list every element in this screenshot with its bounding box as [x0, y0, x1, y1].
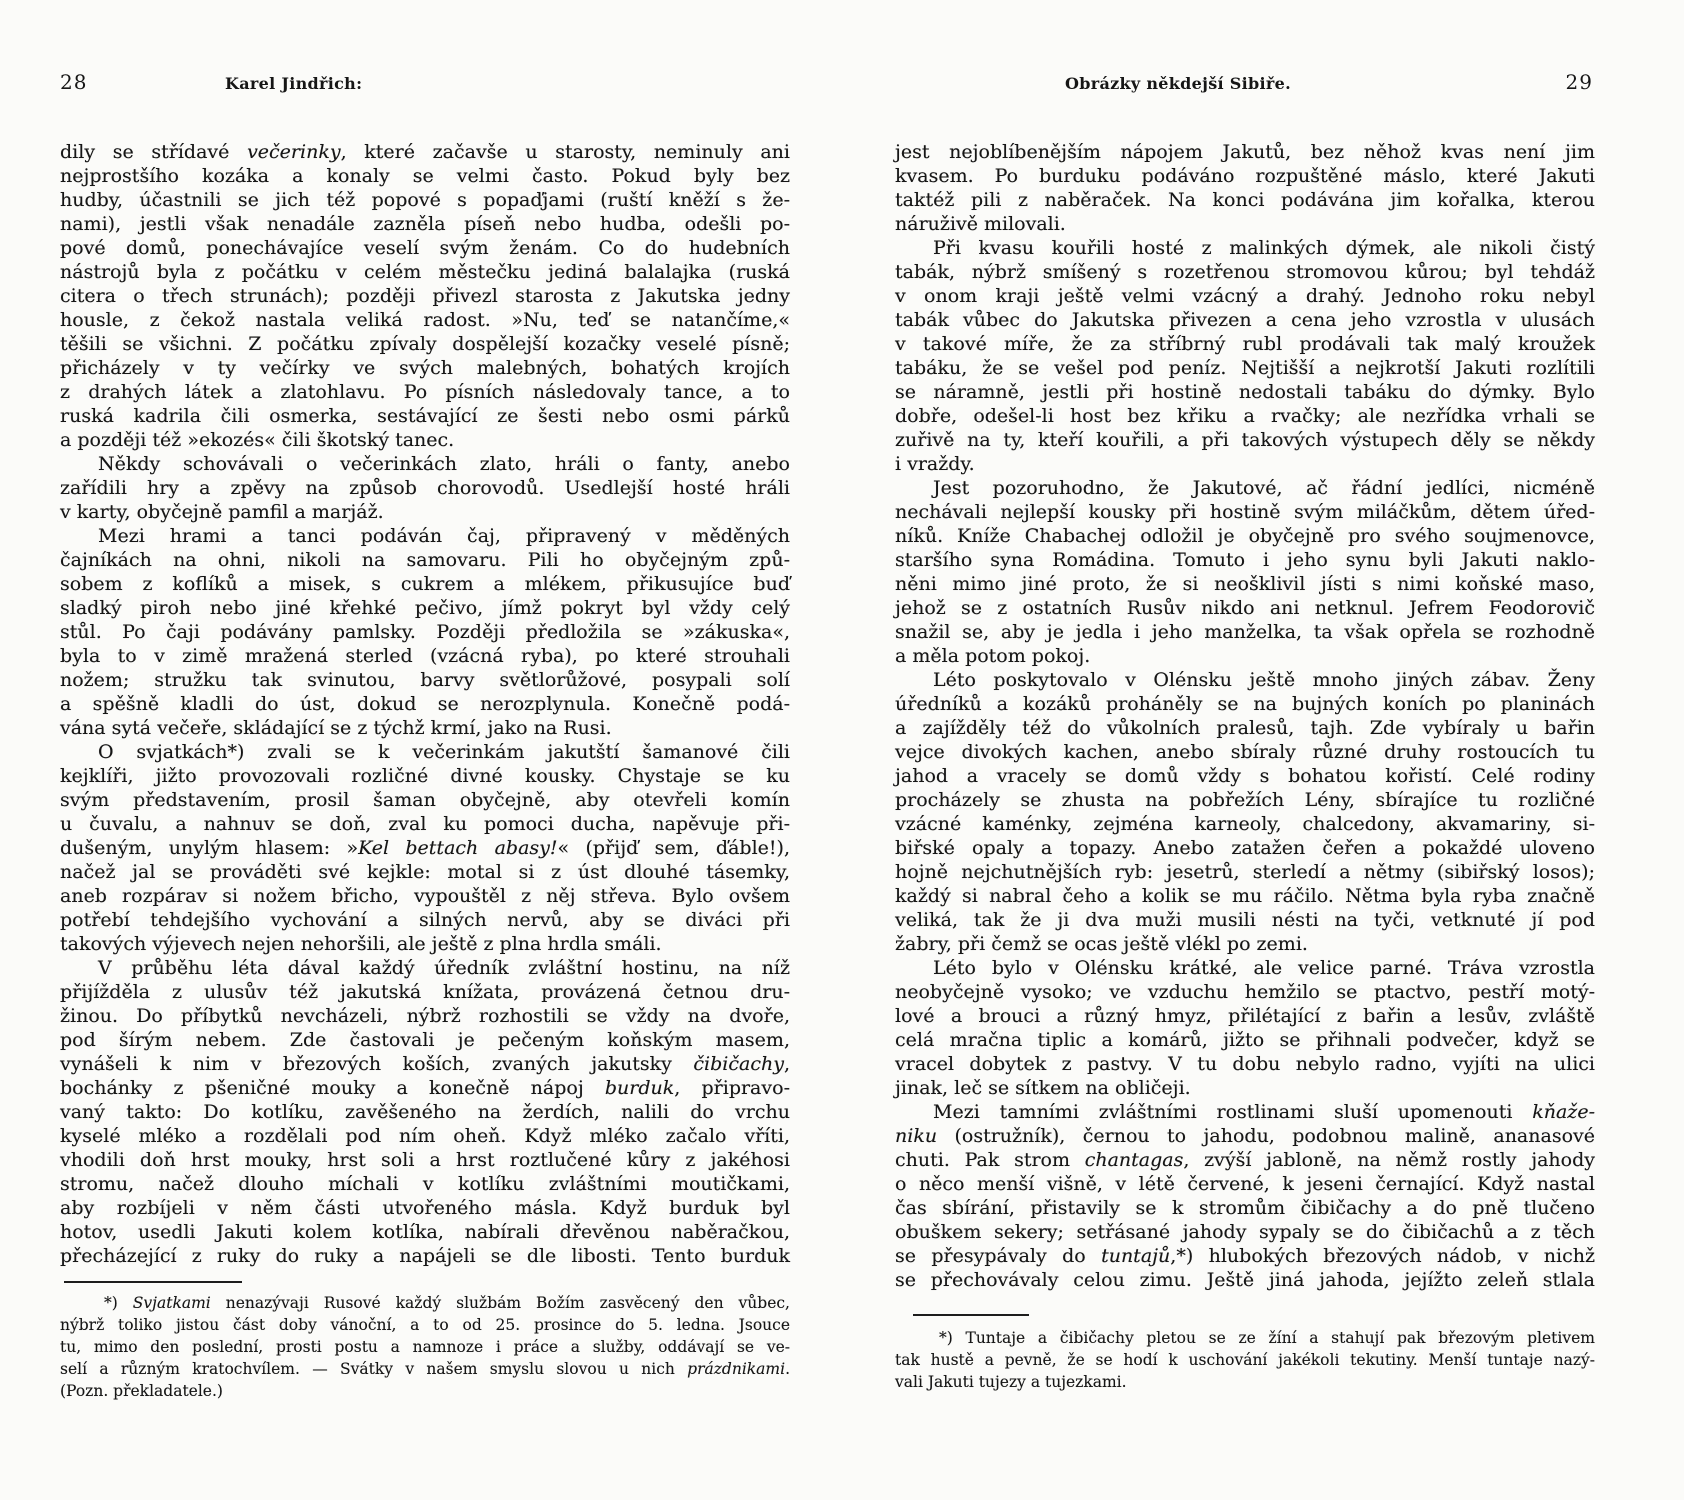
text-line: přicházely v ty večírky ve svých malebných, bohatých krojích: [60, 357, 790, 379]
text-line: chuti. Pak strom chantagas, zvýší jabloně, na němž rostly jahody: [895, 1149, 1595, 1171]
left-page: [60, 0, 790, 1500]
text-line: neobyčejně vysoko; ve vzduchu hemžilo se ptactvo, pestří motý-: [895, 981, 1595, 1003]
text-line: zařídili hry a zpěvy na způsob chorovodů. Usedlejší hosté hráli: [60, 477, 790, 499]
text-line: Mezi tamními zvláštními rostlinami sluší upomenouti kňaže-: [933, 1101, 1595, 1123]
text-line: vynášeli k nim v březových koších, zvaných jakutsky čibičachy,: [60, 1053, 790, 1075]
text-line: hudby, účastnili se jich též popové s popaďjami (ruští kněží s že-: [60, 189, 790, 211]
text-line: těšili se všichni. Z počátku zpívaly dospělejší kozačky veselé písně;: [60, 333, 790, 355]
text-line: a měla potom pokoj.: [895, 645, 1091, 667]
text-line: Mezi hrami a tanci podáván čaj, připravený v měděných: [98, 525, 790, 547]
text-line: takových výjevech nejen nehoršili, ale ještě z plna hrdla smáli.: [60, 933, 662, 955]
text-line: byla to v zimě mražená sterled (vzácná ryba), po které strouhali: [60, 645, 790, 667]
text-line: úředníků a kozáků proháněly se na bujných koních po planinách: [895, 693, 1595, 715]
text-line: náruživě milovali.: [895, 213, 1066, 235]
footnote-line: nýbrž toliko jistou část doby vánoční, a to od 25. prosince do 5. ledna. Jsouce: [60, 1316, 790, 1334]
footnote-rule-right: [913, 1314, 1029, 1316]
text-line: vracel dobytek z pastvy. V tu dobu nebylo radno, vyjíti na ulici: [895, 1053, 1595, 1075]
text-line: čajníkách na ohni, nikoli na samovaru. Pili ho obyčejným způ-: [60, 549, 790, 571]
text-line: ruská kadrila čili osmerka, sestávající ze šesti nebo osmi párků: [60, 405, 790, 427]
text-line: nechávali nejlepší kousky při hostině svým miláčkům, dětem úřed-: [895, 501, 1595, 523]
text-line: v karty, obyčejně pamfil a marjáž.: [60, 501, 384, 523]
text-line: stromu, načež dlouho míchali v kotlíku zvláštními moutičkami,: [60, 1173, 790, 1195]
text-line: vzácné kaménky, zejména karneoly, chalcedony, akvamariny, si-: [895, 813, 1595, 835]
text-line: Léto poskytovalo v Olénsku ještě mnoho jiných zábav. Ženy: [933, 669, 1595, 691]
text-line: sobem z koflíků a misek, s cukrem a mlékem, přikusujíce buď: [60, 573, 790, 595]
text-line: vejce divokých kachen, anebo sbíraly různé druhy rostoucích tu: [895, 741, 1595, 763]
text-line: přecházející z ruky do ruky a napájeli se dle libosti. Tento burduk: [60, 1245, 790, 1267]
text-line: níků. Kníže Chabachej odložil je obyčejně pro svého soujmenovce,: [895, 525, 1595, 547]
text-line: jinak, leč se sítkem na obličeji.: [895, 1077, 1191, 1099]
text-line: sladký piroh nebo jiné křehké pečivo, jímž pokryt byl vždy celý: [60, 597, 790, 619]
text-line: se náramně, jestli při hostině nedostali tabáku do dýmky. Bylo: [895, 381, 1595, 403]
text-line: taktéž pili z naběraček. Na konci podávána jim kořalka, kterou: [895, 189, 1595, 211]
text-line: aneb rozpárav si nožem břicho, vypouštěl z něj střeva. Bylo ovšem: [60, 885, 790, 907]
text-line: v onom kraji ještě velmi vzácný a drahý. Jednoho roku nebyl: [895, 285, 1595, 307]
text-line: veliká, tak že ji dva muži musili nésti na tyči, vetknuté jí pod: [895, 909, 1595, 931]
footnote-right: [895, 1327, 1595, 1393]
text-line: každý si nabral čeho a kolik se mu ráčilo. Nětma byla ryba značně: [895, 885, 1595, 907]
text-line: a zajížděly též do vůkolních pralesů, tajh. Zde vybíraly u bařin: [895, 717, 1595, 739]
page-number-left: 28: [60, 70, 88, 94]
text-line: v takové míře, že za stříbrný rubl prodávali tak malý kroužek: [895, 333, 1595, 355]
text-line: biřské opaly a topazy. Anebo zatažen čeřen a pokaždé uloveno: [895, 837, 1595, 859]
text-line: Jest pozoruhodno, že Jakutové, ač řádní jedlíci, nicméně: [933, 477, 1595, 499]
text-line: Léto bylo v Olénsku krátké, ale velice parné. Tráva vzrostla: [933, 957, 1595, 979]
text-line: vána sytá večeře, skládající se z týchž krmí, jako na Rusi.: [60, 717, 612, 739]
text-line: staršího syna Romádina. Tomuto i jeho synu byli Jakuti naklo-: [895, 549, 1595, 571]
text-line: kejklíři, jižto provozovali rozličné divné kousky. Chystaje se ku: [60, 765, 790, 787]
text-line: V průběhu léta dával každý úředník zvláštní hostinu, na níž: [98, 957, 790, 979]
running-title-left: Karel Jindřich:: [225, 74, 363, 93]
text-line: Někdy schovávali o večerinkách zlato, hráli o fanty, anebo: [98, 453, 790, 475]
text-line: něni mimo jiné proto, že si neošklivil jísti s nimi koňské maso,: [895, 573, 1595, 595]
text-line: obuškem sekery; setřásané jahody sypaly se do čibičachů a z těch: [895, 1221, 1595, 1243]
text-line: pové domů, ponechávajíce veselí svým ženám. Co do hudebních: [60, 237, 790, 259]
text-line: jehož se z ostatních Rusův nikdo ani netknul. Jefrem Feodorovič: [895, 597, 1595, 619]
footnote-line: tak hustě a pevně, že se hodí k uschování jakékoli tekutiny. Menší tuntaje nazý-: [895, 1351, 1595, 1369]
left-page-body: [60, 140, 790, 1268]
text-line: u čuvalu, a nahnuv se doň, zval ku pomoci ducha, napěvuje při-: [60, 813, 790, 835]
footnote-line: tu, mimo den poslední, prosti postu a namnoze i práce a služby, oddávají se ve-: [60, 1338, 790, 1356]
text-line: o něco menší višně, v létě červené, k jeseni černající. Když nastal: [895, 1173, 1595, 1195]
text-line: nami), jestli však nenadále zazněla píseň nebo hudba, odešli po-: [60, 213, 790, 235]
text-line: kvasem. Po burduku podáváno rozpuštěné máslo, které Jakuti: [895, 165, 1595, 187]
text-line: O svjatkách*) zvali se k večerinkám jakutští šamanové čili: [98, 741, 790, 763]
footnote-left: [60, 1292, 790, 1402]
text-line: vhodili doň hrst mouky, hrst soli a hrst roztlučené kůry z jakéhosi: [60, 1149, 790, 1171]
text-line: přijížděla z ulusův též jakutská knížata, provázená četnou dru-: [60, 981, 790, 1003]
text-line: jahod a vracely se domů vždy s bohatou kořistí. Celé rodiny: [895, 765, 1595, 787]
text-line: dily se střídavé večerinky, které začavše u starosty, neminuly ani: [60, 141, 790, 163]
text-line: celá mračna tiplic a komárů, jižto se přihnali podvečer, když se: [895, 1029, 1595, 1051]
text-line: tabák, nýbrž smíšený s rozetřenou stromovou kůrou; byl tehdáž: [895, 261, 1595, 283]
text-line: hojně nejchutnějších ryb: jesetrů, sterledí a nětmy (sibiřský losos);: [895, 861, 1595, 883]
text-line: načež jal se prováděti své kejkle: motal si z úst dlouhé tásemky,: [60, 861, 790, 883]
text-line: hotov, usedli Jakuti kolem kotlíka, nabírali dřevěnou naběračkou,: [60, 1221, 790, 1243]
text-line: housle, z čekož nastala veliká radost. »Nu, teď se natančíme,«: [60, 309, 790, 331]
text-line: bochánky z pšeničné mouky a konečně nápoj burduk, připravo-: [60, 1077, 790, 1099]
text-line: z drahých látek a zlatohlavu. Po písních následovaly tance, a to: [60, 381, 790, 403]
text-line: svým představením, prosil šaman obyčejně, aby otevřeli komín: [60, 789, 790, 811]
footnote-line: vali Jakuti tujezy a tujezkami.: [895, 1373, 1127, 1391]
footnote-line: *) Tuntaje a čibičachy pletou se ze žíní a stahují pak březovým pletivem: [939, 1329, 1595, 1347]
text-line: nástrojů byla z počátku v celém městečku jediná balalajka (ruská: [60, 261, 790, 283]
text-line: dobře, odešel-li host bez křiku a rvačky; ale nezřídka vrhali se: [895, 405, 1595, 427]
text-line: žabry, při čemž se ocas ještě vlékl po zemi.: [895, 933, 1308, 955]
text-line: tabáku, že se vešel pod peníz. Nejtišší a nejkrotší Jakuti rozlítili: [895, 357, 1595, 379]
text-line: aby rozbíjeli v něm části utvořeného másla. Když burduk byl: [60, 1197, 790, 1219]
text-line: citera o třech strunách); později přivezl starosta z Jakutska jedny: [60, 285, 790, 307]
text-line: a později též »ekozés« čili škotský tanec.: [60, 429, 455, 451]
footnote-rule-left: [64, 1281, 242, 1283]
page-number-right: 29: [1565, 70, 1593, 94]
text-line: i vraždy.: [895, 453, 975, 475]
running-title-right: Obrázky někdejší Sibiře.: [1065, 74, 1291, 93]
text-line: lové a brouci a různý hmyz, přilétající z bařin a lesův, zvláště: [895, 1005, 1595, 1027]
footnote-line: *) Svjatkami nenazývaji Rusové každý službám Božím zasvěcený den vůbec,: [104, 1294, 790, 1312]
right-page-body: [895, 140, 1595, 1292]
text-line: a spěšně kladli do úst, dokud se nerozplynula. Konečně podá-: [60, 693, 790, 715]
text-line: pod šírým nebem. Zde častovali je pečeným koňským masem,: [60, 1029, 790, 1051]
text-line: tabák vůbec do Jakutska přivezen a cena jeho vzrostla v ulusách: [895, 309, 1595, 331]
text-line: zuřivě na ty, kteří kouřili, a při takových výstupech děly se někdy: [895, 429, 1595, 451]
footnote-line: (Pozn. překladatele.): [60, 1382, 223, 1400]
text-line: dušeným, unylým hlasem: »Kel bettach abasy!« (přijď sem, ďáble!),: [60, 837, 790, 859]
text-line: stůl. Po čaji podávány pamlsky. Později předložila se »zákuska«,: [60, 621, 790, 643]
text-line: Při kvasu kouřili hosté z malinkých dýmek, ale nikoli čistý: [933, 237, 1595, 259]
text-line: kyselé mléko a rozdělali pod ním oheň. Když mléko začalo vříti,: [60, 1125, 790, 1147]
text-line: snažil se, aby je jedla i jeho manželka, ta však opřela se rozhodně: [895, 621, 1595, 643]
text-line: potřebí tehdejšího vychování a silných nervů, aby se diváci při: [60, 909, 790, 931]
text-line: se přechovávaly celou zimu. Ještě jiná jahoda, jejížto zeleň stlala: [895, 1269, 1595, 1291]
text-line: niku (ostružník), černou to jahodu, podobnou malině, ananasové: [895, 1125, 1595, 1147]
text-line: jest nejoblíbenějším nápojem Jakutů, bez něhož kvas není jim: [895, 141, 1595, 163]
text-line: se přesypávaly do tuntajů,*) hlubokých březových nádob, v nichž: [895, 1245, 1595, 1267]
text-line: čas sbírání, přistavily se k stromům čibičachy a do pně tlučeno: [895, 1197, 1595, 1219]
text-line: vaný takto: Do kotlíku, zavěšeného na žerdích, nalili do vrchu: [60, 1101, 790, 1123]
text-line: žinou. Do příbytků nevcházeli, nýbrž rozhostili se vždy na dvoře,: [60, 1005, 790, 1027]
text-line: procházely se zhusta na pobřežích Lény, sbírajíce tu rozličné: [895, 789, 1595, 811]
footnote-line: selí a různým kratochvílem. — Svátky v našem smyslu slovou u nich prázdnikami.: [60, 1360, 790, 1378]
right-page: [895, 0, 1595, 1500]
text-line: nožem; stružku tak svinutou, barvy světlorůžové, posypali solí: [60, 669, 790, 691]
text-line: nejprostšího kozáka a konaly se velmi často. Pokud byly bez: [60, 165, 790, 187]
